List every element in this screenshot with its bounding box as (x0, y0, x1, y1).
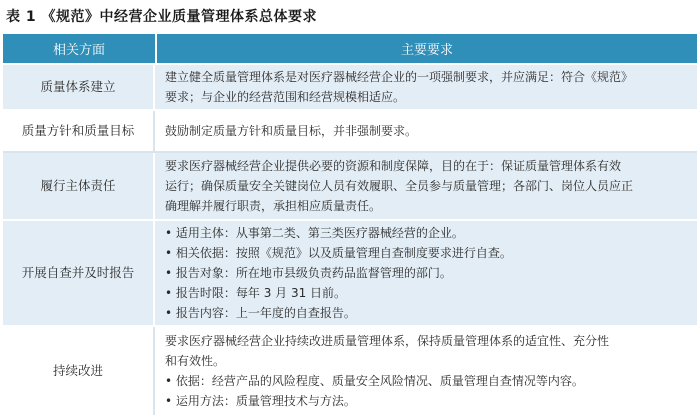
table-row (3, 221, 697, 327)
row-requirements (155, 153, 697, 219)
header-requirements: 主要要求 (400, 43, 453, 58)
table-row (3, 111, 697, 153)
table-row (3, 153, 697, 221)
row-requirements (155, 65, 697, 109)
row-requirements (155, 111, 697, 151)
table-caption: 表 1 《规范》中经营企业质量管理体系总体要求 (6, 9, 317, 25)
requirement-bullet: • 依据：经营产品的风险程度、质量安全风险情况、质量管理自查情况等内容。 (165, 374, 584, 388)
requirement-line: 确理解并履行职责，承担相应质量责任。 (165, 199, 382, 213)
row-aspect: 开展自查并及时报告 (3, 221, 155, 325)
requirement-bullet: • 运用方法：质量管理技术与方法。 (165, 394, 356, 408)
row-requirements (155, 327, 697, 415)
requirement-line: 和有效性。 (165, 354, 226, 368)
requirements-table (3, 34, 697, 415)
header-aspect: 相关方面 (3, 34, 157, 63)
requirement-bullet: • 报告内容：上一年度的自查报告。 (165, 306, 356, 320)
requirement-line: 要求；与企业的经营范围和经营规模相适应。 (165, 90, 406, 104)
requirement-line: 建立健全质量管理体系是对医疗器械经营企业的一项强制要求，并应满足：符合《规范》 (165, 70, 634, 84)
row-aspect: 持续改进 (3, 327, 155, 415)
row-aspect: 质量体系建立 (3, 65, 155, 109)
requirement-line: 鼓励制定质量方针和质量目标，并非强制要求。 (165, 124, 418, 138)
requirement-bullet: • 相关依据：按照《规范》以及质量管理自查制度要求进行自查。 (165, 246, 512, 260)
row-aspect: 履行主体责任 (3, 153, 155, 219)
table-row (3, 65, 697, 111)
row-aspect: 质量方针和质量目标 (3, 111, 155, 151)
requirement-line: 运行；确保质量安全关键岗位人员有效履职、全员参与质量管理；各部门、岗位人员应正 (165, 179, 634, 193)
requirement-bullet: • 报告对象：所在地市县级负责药品监督管理的部门。 (165, 266, 452, 280)
requirement-bullet: • 报告时限：每年 3 月 31 日前。 (165, 286, 347, 300)
requirement-line: 要求医疗器械经营企业持续改进质量管理体系，保持质量管理体系的适宜性、充分性 (165, 334, 610, 348)
table-header-row (3, 34, 697, 65)
row-requirements (155, 221, 697, 325)
table-row (3, 327, 697, 415)
requirement-bullet: • 适用主体：从事第二类、第三类医疗器械经营的企业。 (165, 226, 464, 240)
requirement-line: 要求医疗器械经营企业提供必要的资源和制度保障，目的在于：保证质量管理体系有效 (165, 159, 622, 173)
